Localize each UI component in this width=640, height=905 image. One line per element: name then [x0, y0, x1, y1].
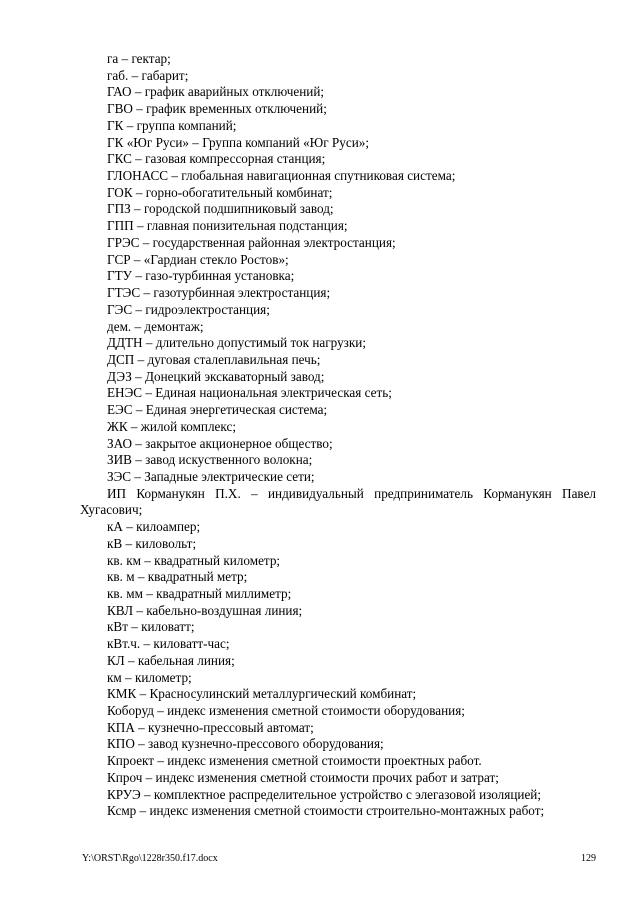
page-number: 129 — [581, 853, 596, 864]
list-item: Ксмр – индекс изменения сметной стоимости строительно-монтажных работ; — [107, 803, 545, 819]
list-item: ГПЗ – городской подшипниковый завод; — [107, 201, 334, 217]
list-item: кВт – киловатт; — [107, 619, 195, 635]
list-item: кВ – киловольт; — [107, 535, 197, 551]
list-item: КВЛ – кабельно-воздушная линия; — [107, 602, 303, 618]
list-item: ГАО – график аварийных отключений; — [107, 84, 325, 100]
abbreviation-list — [80, 51, 596, 820]
list-item: ДЭЗ – Донецкий экскаваторный завод; — [107, 368, 325, 384]
list-item: ГПП – главная понизительная подстанция; — [107, 218, 348, 234]
list-item: КПА – кузнечно-прессовый автомат; — [107, 719, 314, 735]
list-item: ГК – группа компаний; — [107, 117, 237, 133]
list-item: ГВО – график временных отключений; — [107, 101, 327, 117]
list-item: ЕНЭС – Единая национальная электрическая сеть; — [107, 385, 392, 401]
list-item: ДСП – дуговая сталеплавильная печь; — [107, 351, 321, 367]
list-item: ГТЭС – газотурбинная электростанция; — [107, 285, 331, 301]
list-item: габ. – габарит; — [107, 67, 189, 83]
list-item: кв. км – квадратный километр; — [107, 552, 281, 568]
list-item: КЛ – кабельная линия; — [107, 652, 235, 668]
list-item: ЗИВ – завод искуственного волокна; — [107, 452, 313, 468]
list-item: ГЛОНАСС – глобальная навигационная спутниковая система; — [107, 168, 456, 184]
list-item: кВт.ч. – киловатт-час; — [107, 636, 230, 652]
list-item: ГКС – газовая компрессорная станция; — [107, 151, 326, 167]
list-item: КПО – завод кузнечно-прессового оборудования; — [107, 736, 384, 752]
file-path: Y:\ORST\Rgo\1228r350.f17.docx — [82, 853, 218, 864]
list-item: Кпроч – индекс изменения сметной стоимости прочих работ и затрат; — [107, 769, 499, 785]
list-item: ЕЭС – Единая энергетическая система; — [107, 402, 328, 418]
list-item: Коборуд – индекс изменения сметной стоимости оборудования; — [107, 703, 465, 719]
list-item: дем. – демонтаж; — [107, 318, 204, 334]
list-item: ГЭС – гидроэлектростанция; — [107, 301, 270, 317]
list-item: ГТУ – газо-турбинная установка; — [107, 268, 295, 284]
list-item: КРУЭ – комплектное распределительное устройство с элегазовой изоляцией; — [107, 786, 542, 802]
list-item: КМК – Красносулинский металлургический комбинат; — [107, 686, 417, 702]
list-item: га – гектар; — [107, 51, 171, 66]
list-item: ДДТН – длительно допустимый ток нагрузки; — [107, 335, 367, 351]
list-item: ЗАО – закрытое акционерное общество; — [107, 435, 333, 451]
list-item: кв. м – квадратный метр; — [107, 569, 248, 585]
list-item: ГК «Юг Руси» – Группа компаний «Юг Руси»; — [107, 134, 370, 150]
list-item: ЖК – жилой комплекс; — [107, 418, 237, 434]
list-item: Кпроект – индекс изменения сметной стоимости проектных работ. — [107, 753, 482, 769]
list-item: ГРЭС – государственная районная электростанция; — [107, 234, 396, 250]
list-item: км – километр; — [107, 669, 192, 685]
list-item: ГОК – горно-обогатительный комбинат; — [107, 184, 333, 200]
list-item: кА – килоампер; — [107, 519, 201, 535]
list-item: ГСР – «Гардиан стекло Ростов»; — [107, 251, 289, 267]
list-item: кв. мм – квадратный миллиметр; — [107, 586, 292, 601]
list-item: ЗЭС – Западные электрические сети; — [107, 468, 315, 484]
list-item: ИП Корманукян П.Х. – индивидуальный предприниматель Корманукян Павел Хугасович; — [80, 485, 596, 518]
